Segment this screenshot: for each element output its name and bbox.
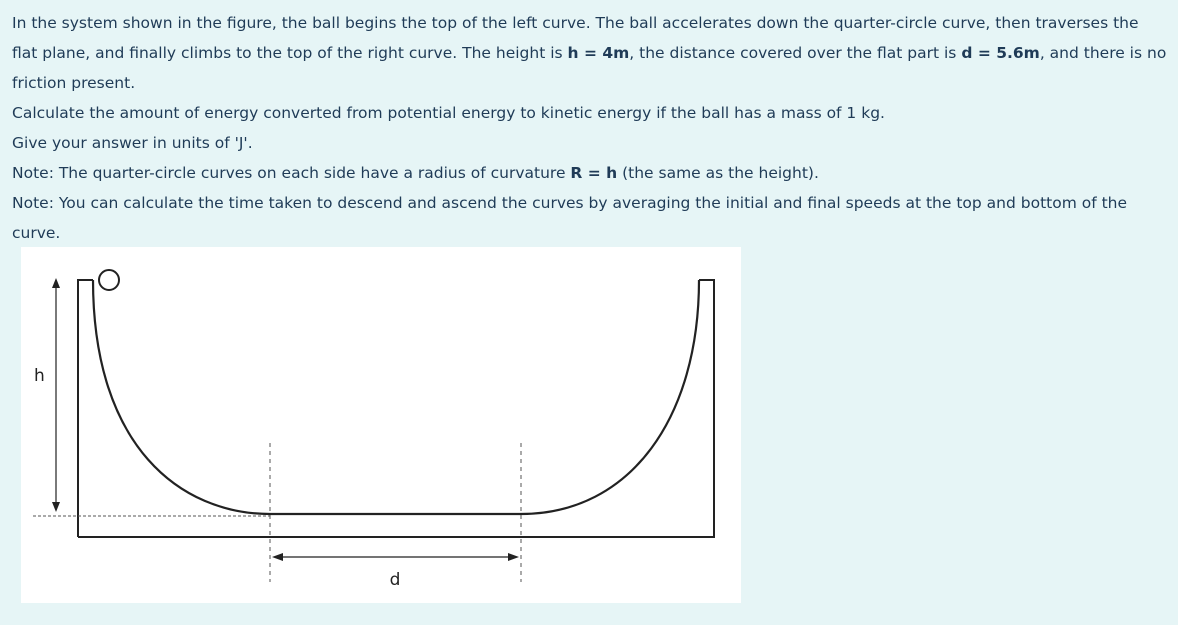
height-value: h = 4m xyxy=(567,44,630,62)
height-arrowhead-bottom xyxy=(52,502,60,512)
height-label: h xyxy=(34,366,45,386)
distance-value: d = 5.6m xyxy=(961,44,1040,62)
track-diagram xyxy=(21,247,741,603)
distance-arrowhead-right xyxy=(508,553,519,561)
distance-arrowhead-left xyxy=(272,553,283,561)
question-text xyxy=(12,8,1168,248)
task-statement: Calculate the amount of energy converted from potential energy to kinetic energy if the ball has a mass of 1 kg. xyxy=(12,104,885,122)
ball xyxy=(99,270,119,290)
units-instruction: Give your answer in units of 'J'. xyxy=(12,134,253,152)
radius-note: Note: The quarter-circle curves on each side have a radius of curvature R = h (the same as the height). xyxy=(12,164,819,182)
track-container xyxy=(78,280,714,537)
track-curve xyxy=(93,280,699,514)
radius-value: R = h xyxy=(570,164,618,182)
time-note: Note: You can calculate the time taken to descend and ascend the curves by averaging the initial and final speeds at the top and bottom of the curve. xyxy=(12,194,1128,242)
height-arrowhead-top xyxy=(52,278,60,288)
problem-statement: In the system shown in the figure, the ball begins the top of the left curve. The ball accelerates down the quarter-circle curve, then traverses the flat plane, and finally climbs to the top of the right curve. The height is h = 4m, the distance covered over the flat part is d = 5.6m, and there is no friction present. xyxy=(12,14,1167,92)
figure xyxy=(21,247,741,603)
distance-label: d xyxy=(389,570,401,590)
